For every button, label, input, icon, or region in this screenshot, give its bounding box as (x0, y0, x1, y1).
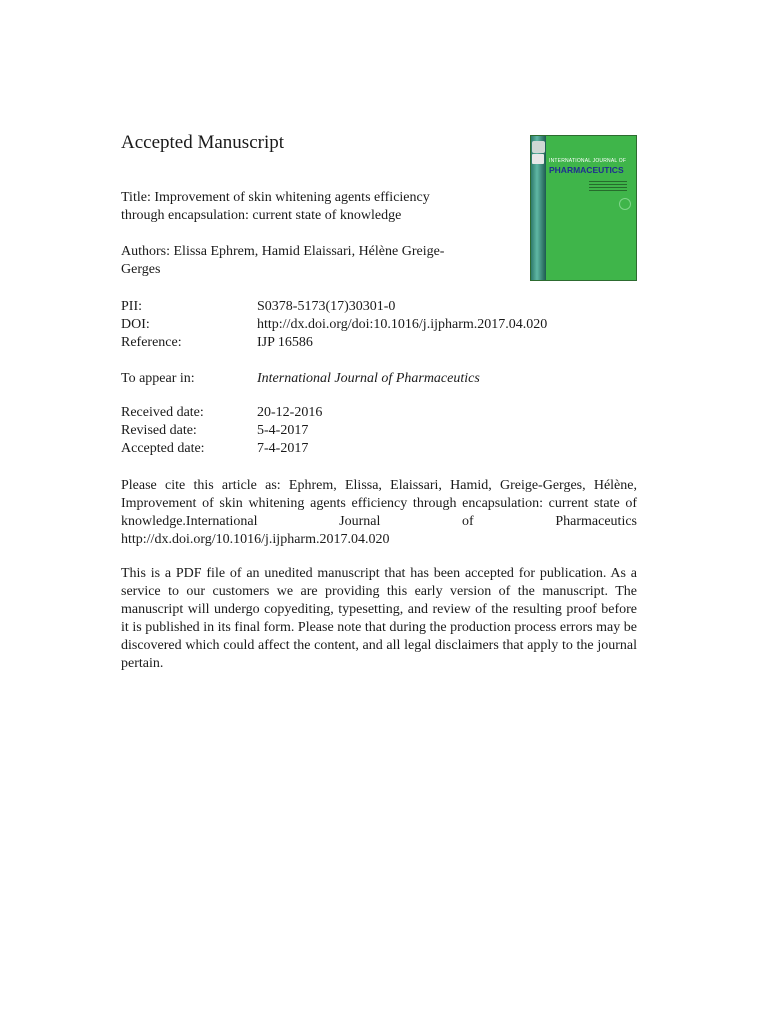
meta-value: S0378-5173(17)30301-0 (257, 299, 396, 314)
meta-key: DOI: (121, 317, 150, 332)
date-value: 7-4-2017 (257, 441, 309, 456)
disclaimer-paragraph: This is a PDF file of an unedited manuscript that has been accepted for publication. As a service to our customers we are providing this early version of the manuscript. The manuscript will undergo copyediting, typesetting, and review of the resulting proof before it is published in its final form. Please note that during the production process errors may be discovered which could affect the content, and all legal disclaimers that apply to the journal pertain. (121, 566, 637, 671)
meta-key: PII: (121, 299, 142, 314)
date-value: 20-12-2016 (257, 405, 323, 420)
doi-link[interactable]: http://dx.doi.org/doi:10.1016/j.ijpharm.2017.04.020 (257, 317, 548, 332)
title-label: Title: (121, 190, 151, 205)
date-key: Received date: (121, 405, 204, 420)
citation-paragraph: Please cite this article as: Ephrem, Elissa, Elaissari, Hamid, Greige-Gerges, Hélène, Improvement of skin whitening agents efficiency through encapsulation: current state of knowledge.International Journal of Pharmaceutics http://dx.doi.org/10.1016/j.ijpharm.2017.04.020 (121, 478, 637, 547)
page-title: Accepted Manuscript (121, 132, 285, 153)
cover-journal-name: PHARMACEUTICS (549, 165, 624, 175)
cover-seal-icon (619, 198, 631, 210)
cover-journal-line1: INTERNATIONAL JOURNAL OF (549, 158, 627, 164)
meta-key: To appear in: (121, 371, 195, 386)
date-key: Accepted date: (121, 441, 205, 456)
date-value: 5-4-2017 (257, 423, 309, 438)
meta-key: Reference: (121, 335, 182, 350)
date-key: Revised date: (121, 423, 197, 438)
journal-name: International Journal of Pharmaceutics (257, 371, 480, 386)
cover-tube-cap (532, 141, 545, 153)
authors-label: Authors: (121, 244, 170, 259)
meta-value: IJP 16586 (257, 335, 313, 350)
publisher-logo-icon (532, 154, 544, 164)
article-title (121, 189, 461, 225)
cover-fine-print (589, 181, 627, 193)
journal-cover-image (530, 135, 637, 281)
authors-text: Elissa Ephrem, Hamid Elaissari, Hélène Greige-Gerges (121, 244, 445, 277)
title-text: Improvement of skin whitening agents efficiency through encapsulation: current state of knowledge (121, 190, 430, 223)
article-authors (121, 243, 461, 279)
